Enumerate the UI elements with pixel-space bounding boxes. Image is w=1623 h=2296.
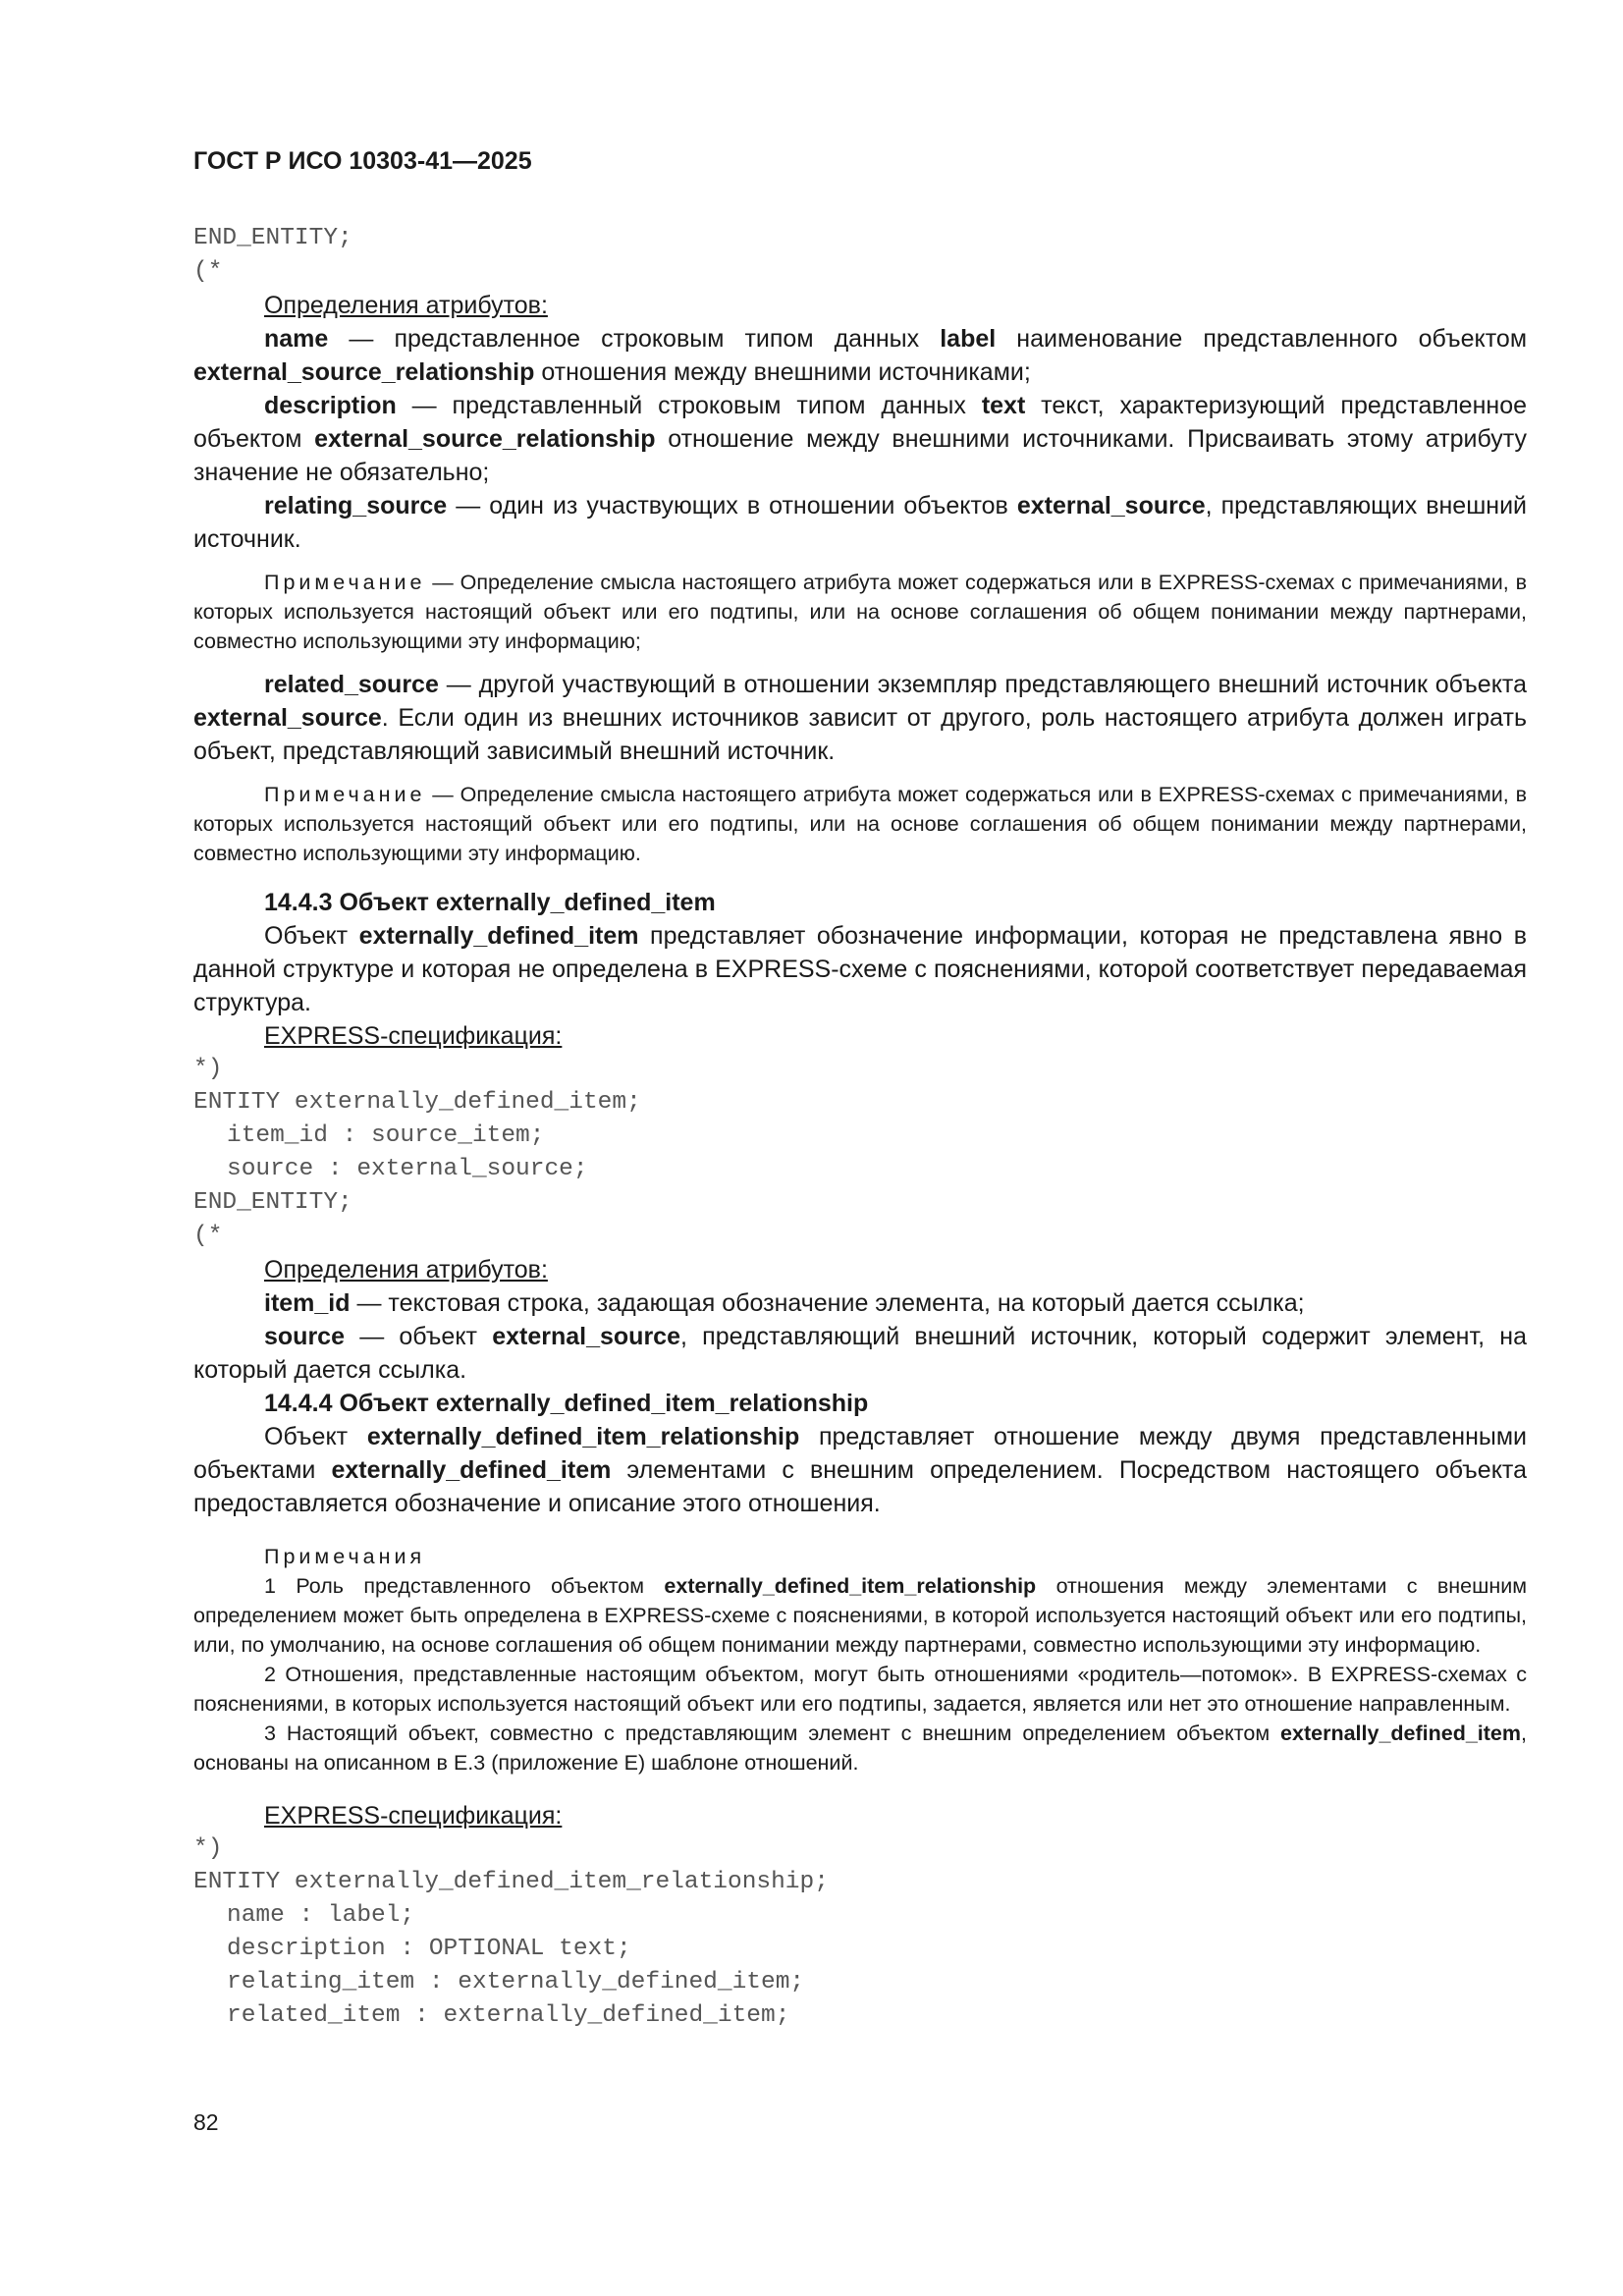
notes-heading: Примечания <box>264 1545 426 1568</box>
code-attribute-line: description : OPTIONAL text; <box>227 1936 631 1962</box>
page-number: 82 <box>193 2109 219 2135</box>
code-attribute-line: item_id : source_item; <box>227 1122 545 1149</box>
attr-description-definition: description — представленный строковым типом данных text текст, характеризующий представленное объектом external_source_relationship отношение между внешними источниками. Присваивать этому атрибуту значение не обязательно; <box>193 392 1528 486</box>
code-attribute-line: related_item : externally_defined_item; <box>227 2002 790 2029</box>
note-related-source: Примечание — Определение смысла настоящего атрибута может содержаться или в EXPRESS-схемах с примечаниями, в которых используется настоящий объект или его подтипы, или на основе соглашения об общем понимании между партнерами, совместно использующими эту информацию. <box>193 783 1527 865</box>
attributes-label: Определения атрибутов: <box>264 292 548 319</box>
attr-relating-source-definition: relating_source — один из участвующих в отношении объектов external_source, представляющих внешний источник. <box>193 492 1527 553</box>
express-spec-label: EXPRESS-спецификация: <box>264 1022 563 1050</box>
code-close-comment: *) <box>193 1056 223 1082</box>
page-content <box>193 222 1527 2033</box>
document-page <box>193 0 1527 2296</box>
code-attribute-line: relating_item : externally_defined_item; <box>227 1969 805 1995</box>
code-attribute-line: name : label; <box>227 1902 415 1929</box>
attr-item-id-definition: item_id — текстовая строка, задающая обозначение элемента, на который дается ссылка; <box>264 1289 1305 1317</box>
attr-name-definition: name — представленное строковым типом данных label наименование представленного объектом external_source_relationship отношения между внешними источниками; <box>193 325 1527 386</box>
document-header: ГОСТ Р ИСО 10303-41—2025 <box>193 147 532 175</box>
code-entity-declaration: ENTITY externally_defined_item; <box>193 1089 641 1116</box>
express-spec-label: EXPRESS-спецификация: <box>264 1802 563 1830</box>
attributes-label: Определения атрибутов: <box>264 1256 548 1284</box>
note-item-1: 1 Роль представленного объектом externally_defined_item_relationship отношения между элементами с внешним определением может быть определена в EXPRESS-схеме с пояснениями, в которой используется настоящий объект или его подтипы, или, по умолчанию, на основе соглашения об общем понимании между партнерами, совместно использующими эту информацию. <box>193 1574 1527 1657</box>
note-relating-source: Примечание — Определение смысла настоящего атрибута может содержаться или в EXPRESS-схемах с примечаниями, в которых используется настоящий объект или его подтипы, или на основе соглашения об общем понимании между партнерами, совместно использующими эту информацию; <box>193 571 1527 653</box>
note-item-2: 2 Отношения, представленные настоящим объектом, могут быть отношениями «родитель—потомок». В EXPRESS-схемах с пояснениями, в которых используется настоящий объект или его подтипы, задается, является или нет это отношение направленным. <box>193 1663 1527 1716</box>
section-14-4-3-paragraph: Объект externally_defined_item представляет обозначение информации, которая не представлена явно в данной структуре и которая не определена в EXPRESS-схеме с пояснениями, которой соответствует передаваемая структура. <box>193 922 1527 1016</box>
attr-source-definition: source — объект external_source, представляющий внешний источник, который содержит элемент, на который дается ссылка. <box>193 1323 1527 1384</box>
code-attribute-line: source : external_source; <box>227 1156 588 1182</box>
code-entity-declaration: ENTITY externally_defined_item_relationship; <box>193 1869 829 1895</box>
section-14-4-4-paragraph: Объект externally_defined_item_relationship представляет отношение между двумя представленными объектами externally_defined_item элементами с внешним определением. Посредством настоящего объекта предоставляется обозначение и описание этого отношения. <box>193 1423 1528 1517</box>
section-heading-14-4-3: 14.4.3 Объект externally_defined_item <box>264 889 716 916</box>
code-open-comment: (* <box>193 1223 223 1249</box>
code-end-entity: END_ENTITY; <box>193 1189 352 1216</box>
note-item-3: 3 Настоящий объект, совместно с представляющим элемент с внешним определением объектом externally_defined_item, основаны на описанном в Е.3 (приложение Е) шаблоне отношений. <box>193 1722 1527 1775</box>
code-end-entity: END_ENTITY; <box>193 225 352 251</box>
code-open-comment: (* <box>193 258 223 285</box>
section-heading-14-4-4: 14.4.4 Объект externally_defined_item_relationship <box>264 1390 869 1417</box>
attr-related-source-definition: related_source — другой участвующий в отношении экземпляр представляющего внешний источник объекта external_source. Если один из внешних источников зависит от другого, роль настоящего атрибута должен играть объект, представляющий зависимый внешний источник. <box>193 671 1527 765</box>
code-close-comment: *) <box>193 1835 223 1862</box>
